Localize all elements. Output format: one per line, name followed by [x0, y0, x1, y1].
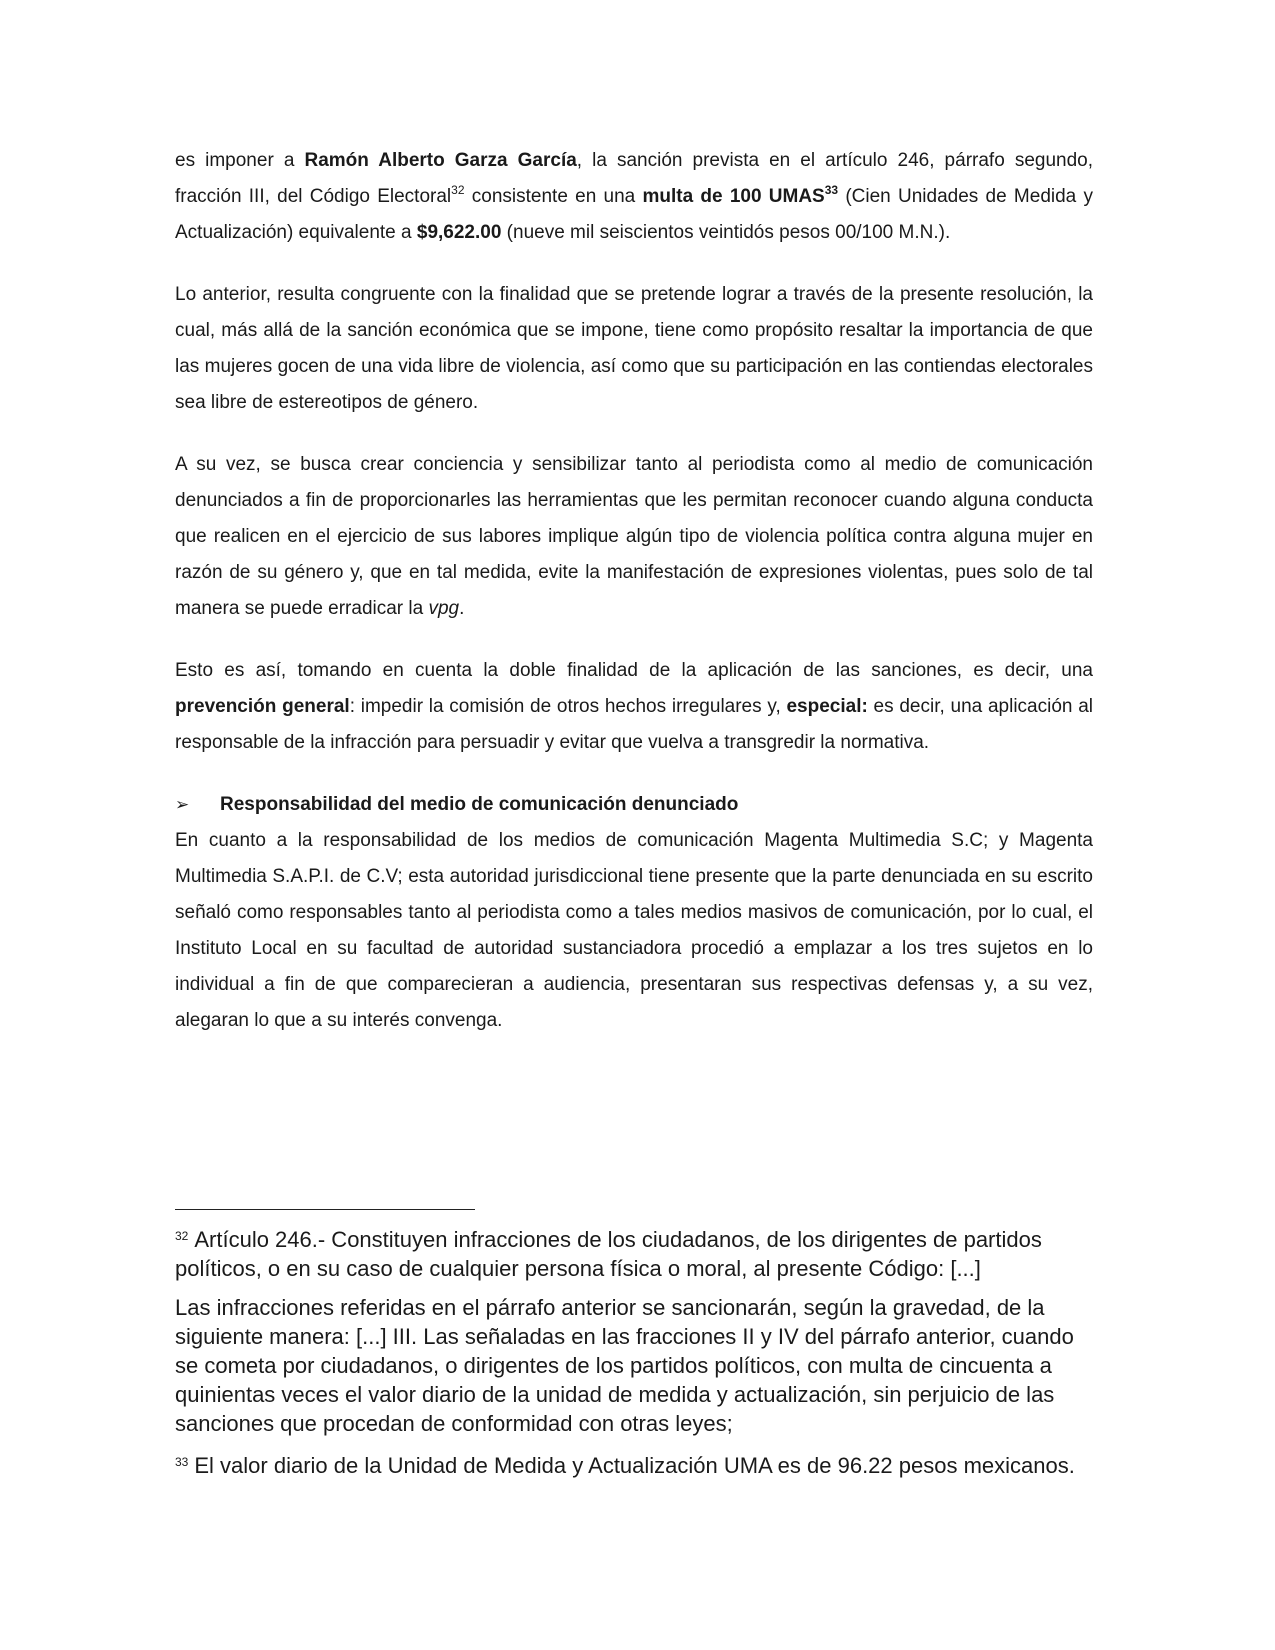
footnote-ref-33[interactable]: 33	[824, 183, 839, 197]
arrow-bullet-icon: ➢	[175, 795, 190, 814]
section-heading	[175, 787, 1093, 823]
text-run: consistente en una	[464, 186, 643, 207]
footnote-text: El valor diario de la Unidad de Medida y Actualización UMA es de 96.22 pesos mexicanos.	[194, 1453, 1075, 1478]
bold-name: Ramón Alberto Garza García	[304, 150, 577, 171]
paragraph-awareness	[175, 447, 1093, 627]
footnote-mark: 32	[175, 1229, 189, 1243]
text-run: es decir, una aplicación al responsable de la infracción para persuadir y evitar que vuelva a transgredir la normativa.	[175, 696, 1093, 753]
text-run: A su vez, se busca crear conciencia y sensibilizar tanto al periodista como al medio de comunicación denunciados a fin de proporcionarles las herramientas que les permitan reconocer cuando alguna conducta que realicen en el ejercicio de sus labores implique algún tipo de violencia política contra alguna mujer en razón de su género y, que en tal medida, evite la manifestación de expresiones violentas, pues solo de tal manera se puede erradicar la	[175, 454, 1093, 619]
footnote-ref-32[interactable]: 32	[451, 183, 465, 197]
text-run: (nueve mil seiscientos veintidós pesos 00/100 M.N.).	[501, 222, 951, 243]
paragraph-sanction	[175, 143, 1093, 251]
footnote-32-continued: Las infracciones referidas en el párrafo anterior se sancionarán, según la gravedad, de la siguiente manera: [...] III. Las señaladas en las fracciones II y IV del párrafo anterior, cuando se cometa por ciudadanos, o dirigentes de los partidos políticos, con multa de cincuenta a quinientas veces el valor diario de la unidad de medida y actualización, sin perjuicio de las sanciones que procedan de conformidad con otras leyes;	[175, 1295, 1074, 1436]
text-run: Esto es así, tomando en cuenta la doble finalidad de la aplicación de las sanciones, es decir, una	[175, 660, 1093, 681]
text-run: .	[459, 598, 465, 619]
bold-general-prevention: prevención general	[175, 696, 350, 717]
section-heading-title: Responsabilidad del medio de comunicación denunciado	[220, 794, 739, 815]
italic-acronym: vpg	[428, 598, 460, 619]
text-run: : impedir la comisión de otros hechos irregulares y,	[349, 696, 787, 717]
footnote-divider	[175, 1209, 475, 1210]
text-run: , la sanción prevista en el artículo 246, párrafo segundo, fracción III, del Código Electoral	[175, 150, 1094, 207]
footnotes	[175, 1222, 1093, 1490]
footnote-text: Artículo 246.- Constituyen infracciones de los ciudadanos, de los dirigentes de partidos políticos, o en su caso de cualquier persona física o moral, al presente Código: [...]	[175, 1227, 1042, 1281]
bold-special: especial:	[786, 696, 868, 717]
body-text	[175, 143, 1093, 1039]
footnote-33	[175, 1448, 1093, 1480]
text-run: (Cien Unidades de Medida y Actualización) equivalente a	[175, 186, 1093, 243]
text-run: es imponer a	[175, 150, 305, 171]
footnote-32	[175, 1222, 1093, 1283]
paragraph-media-responsibility: En cuanto a la responsabilidad de los medios de comunicación Magenta Multimedia S.C; y Magenta Multimedia S.A.P.I. de C.V; esta autoridad jurisdiccional tiene presente que la parte denunciada en su escrito señaló como responsables tanto al periodista como a tales medios masivos de comunicación, por lo cual, el Instituto Local en su facultad de autoridad sustanciadora procedió a emplazar a los tres sujetos en lo individual a fin de que comparecieran a audiencia, presentaran sus respectivas defensas y, a su vez, alegaran lo que a su interés convenga.	[175, 830, 1093, 1031]
bold-fine: multa de 100 UMAS	[642, 186, 825, 207]
footnote-mark: 33	[175, 1455, 189, 1469]
bold-amount: $9,622.00	[416, 222, 502, 243]
paragraph-double-purpose	[175, 653, 1093, 761]
paragraph-purpose: Lo anterior, resulta congruente con la finalidad que se pretende lograr a través de la presente resolución, la cual, más allá de la sanción económica que se impone, tiene como propósito resaltar la importancia de que las mujeres gocen de una vida libre de violencia, así como que su participación en las contiendas electorales sea libre de estereotipos de género.	[175, 284, 1093, 413]
